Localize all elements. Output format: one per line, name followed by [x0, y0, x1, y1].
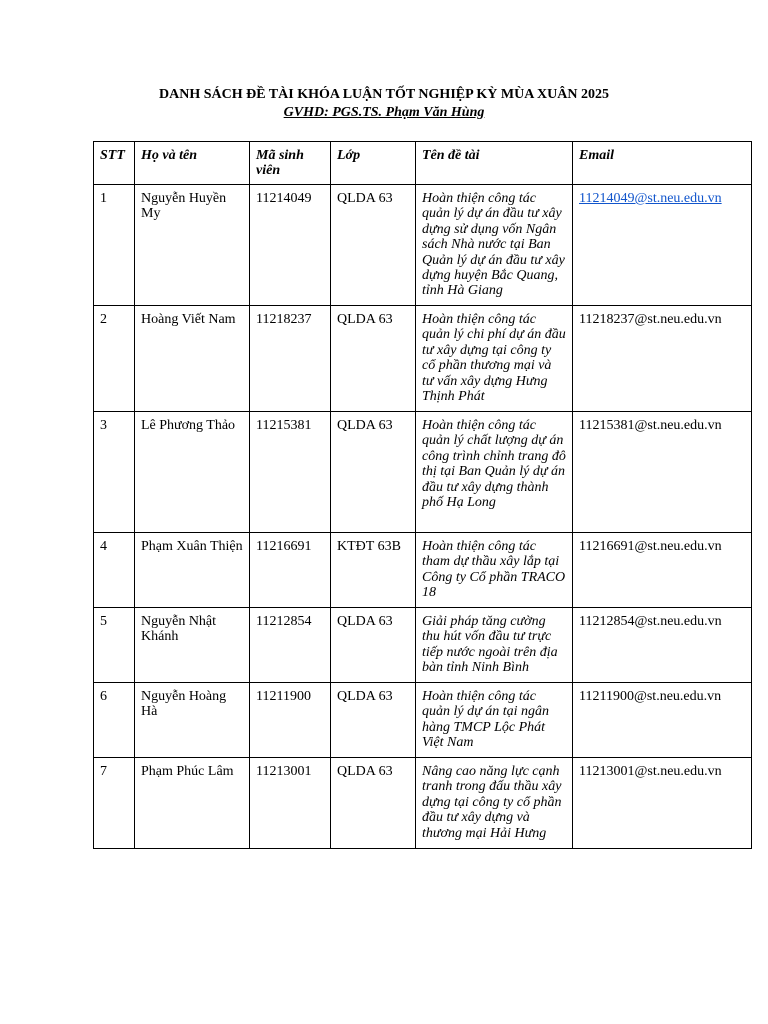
cell-student-id: 11216691: [250, 533, 331, 608]
header-class: Lớp: [331, 142, 416, 185]
cell-class: QLDA 63: [331, 608, 416, 683]
cell-name: Nguyễn Huyền My: [135, 185, 250, 306]
cell-class: QLDA 63: [331, 683, 416, 758]
cell-student-id: 11215381: [250, 412, 331, 533]
table-row: [94, 683, 752, 758]
cell-name: Nguyễn Hoàng Hà: [135, 683, 250, 758]
cell-student-id: 11212854: [250, 608, 331, 683]
cell-stt: 5: [94, 608, 135, 683]
header-name: Họ và tên: [135, 142, 250, 185]
table-row: [94, 306, 752, 412]
table-row: [94, 758, 752, 849]
cell-stt: 7: [94, 758, 135, 849]
cell-student-id: 11218237: [250, 306, 331, 412]
cell-name: Nguyễn Nhật Khánh: [135, 608, 250, 683]
cell-email: 11215381@st.neu.edu.vn: [573, 412, 752, 533]
header-stt: STT: [94, 142, 135, 185]
cell-email: 11216691@st.neu.edu.vn: [573, 533, 752, 608]
cell-student-id: 11214049: [250, 185, 331, 306]
cell-stt: 6: [94, 683, 135, 758]
cell-topic: Giải pháp tăng cường thu hút vốn đầu tư trực tiếp nước ngoài trên địa bàn tỉnh Ninh Bình: [416, 608, 573, 683]
cell-name: Hoàng Viết Nam: [135, 306, 250, 412]
table-header-row: [94, 142, 752, 185]
email-link[interactable]: 11214049@st.neu.edu.vn: [579, 191, 722, 206]
document-title: DANH SÁCH ĐỀ TÀI KHÓA LUẬN TỐT NGHIỆP KỲ MÙA XUÂN 2025: [158, 87, 609, 102]
cell-stt: 1: [94, 185, 135, 306]
document-header: [0, 86, 768, 122]
cell-topic: Hoàn thiện công tác quản lý dự án đầu tư xây dựng sử dụng vốn Ngân sách Nhà nước tại Ban Quản lý dự án đầu tư xây dựng huyện Bắc Quang, tỉnh Hà Giang: [416, 185, 573, 306]
cell-class: QLDA 63: [331, 185, 416, 306]
supervisor-line: GVHD: PGS.TS. Phạm Văn Hùng: [283, 105, 485, 120]
cell-topic: Nâng cao năng lực cạnh tranh trong đấu thầu xây dựng tại công ty cổ phần đầu tư xây dựng và thương mại Hải Hưng: [416, 758, 573, 849]
cell-topic: Hoàn thiện công tác quản lý chi phí dự án đầu tư xây dựng tại công ty cổ phần thương mại và tư vấn xây dựng Hưng Thịnh Phát: [416, 306, 573, 412]
cell-stt: 3: [94, 412, 135, 533]
cell-email: 11213001@st.neu.edu.vn: [573, 758, 752, 849]
cell-name: Lê Phương Thảo: [135, 412, 250, 533]
cell-stt: 2: [94, 306, 135, 412]
cell-class: QLDA 63: [331, 306, 416, 412]
cell-email: [573, 185, 752, 306]
cell-email: 11218237@st.neu.edu.vn: [573, 306, 752, 412]
cell-student-id: 11213001: [250, 758, 331, 849]
table-row: [94, 185, 752, 306]
cell-name: Phạm Phúc Lâm: [135, 758, 250, 849]
table-row: [94, 533, 752, 608]
cell-name: Phạm Xuân Thiện: [135, 533, 250, 608]
table-row: [94, 608, 752, 683]
cell-class: KTĐT 63B: [331, 533, 416, 608]
cell-class: QLDA 63: [331, 758, 416, 849]
cell-class: QLDA 63: [331, 412, 416, 533]
cell-email: 11211900@st.neu.edu.vn: [573, 683, 752, 758]
header-email: Email: [573, 142, 752, 185]
cell-topic: Hoàn thiện công tác quản lý chất lượng dự án công trình chỉnh trang đô thị tại Ban Quản lý dự án đầu tư xây dựng thành phố Hạ Long: [416, 412, 573, 533]
cell-stt: 4: [94, 533, 135, 608]
header-topic: Tên đề tài: [416, 142, 573, 185]
cell-topic: Hoàn thiện công tác tham dự thầu xây lắp tại Công ty Cổ phần TRACO 18: [416, 533, 573, 608]
thesis-topics-table: [93, 141, 752, 849]
cell-student-id: 11211900: [250, 683, 331, 758]
cell-email: 11212854@st.neu.edu.vn: [573, 608, 752, 683]
cell-topic: Hoàn thiện công tác quản lý dự án tại ngân hàng TMCP Lộc Phát Việt Nam: [416, 683, 573, 758]
header-student-id: Mã sinh viên: [250, 142, 331, 185]
table-row: [94, 412, 752, 533]
